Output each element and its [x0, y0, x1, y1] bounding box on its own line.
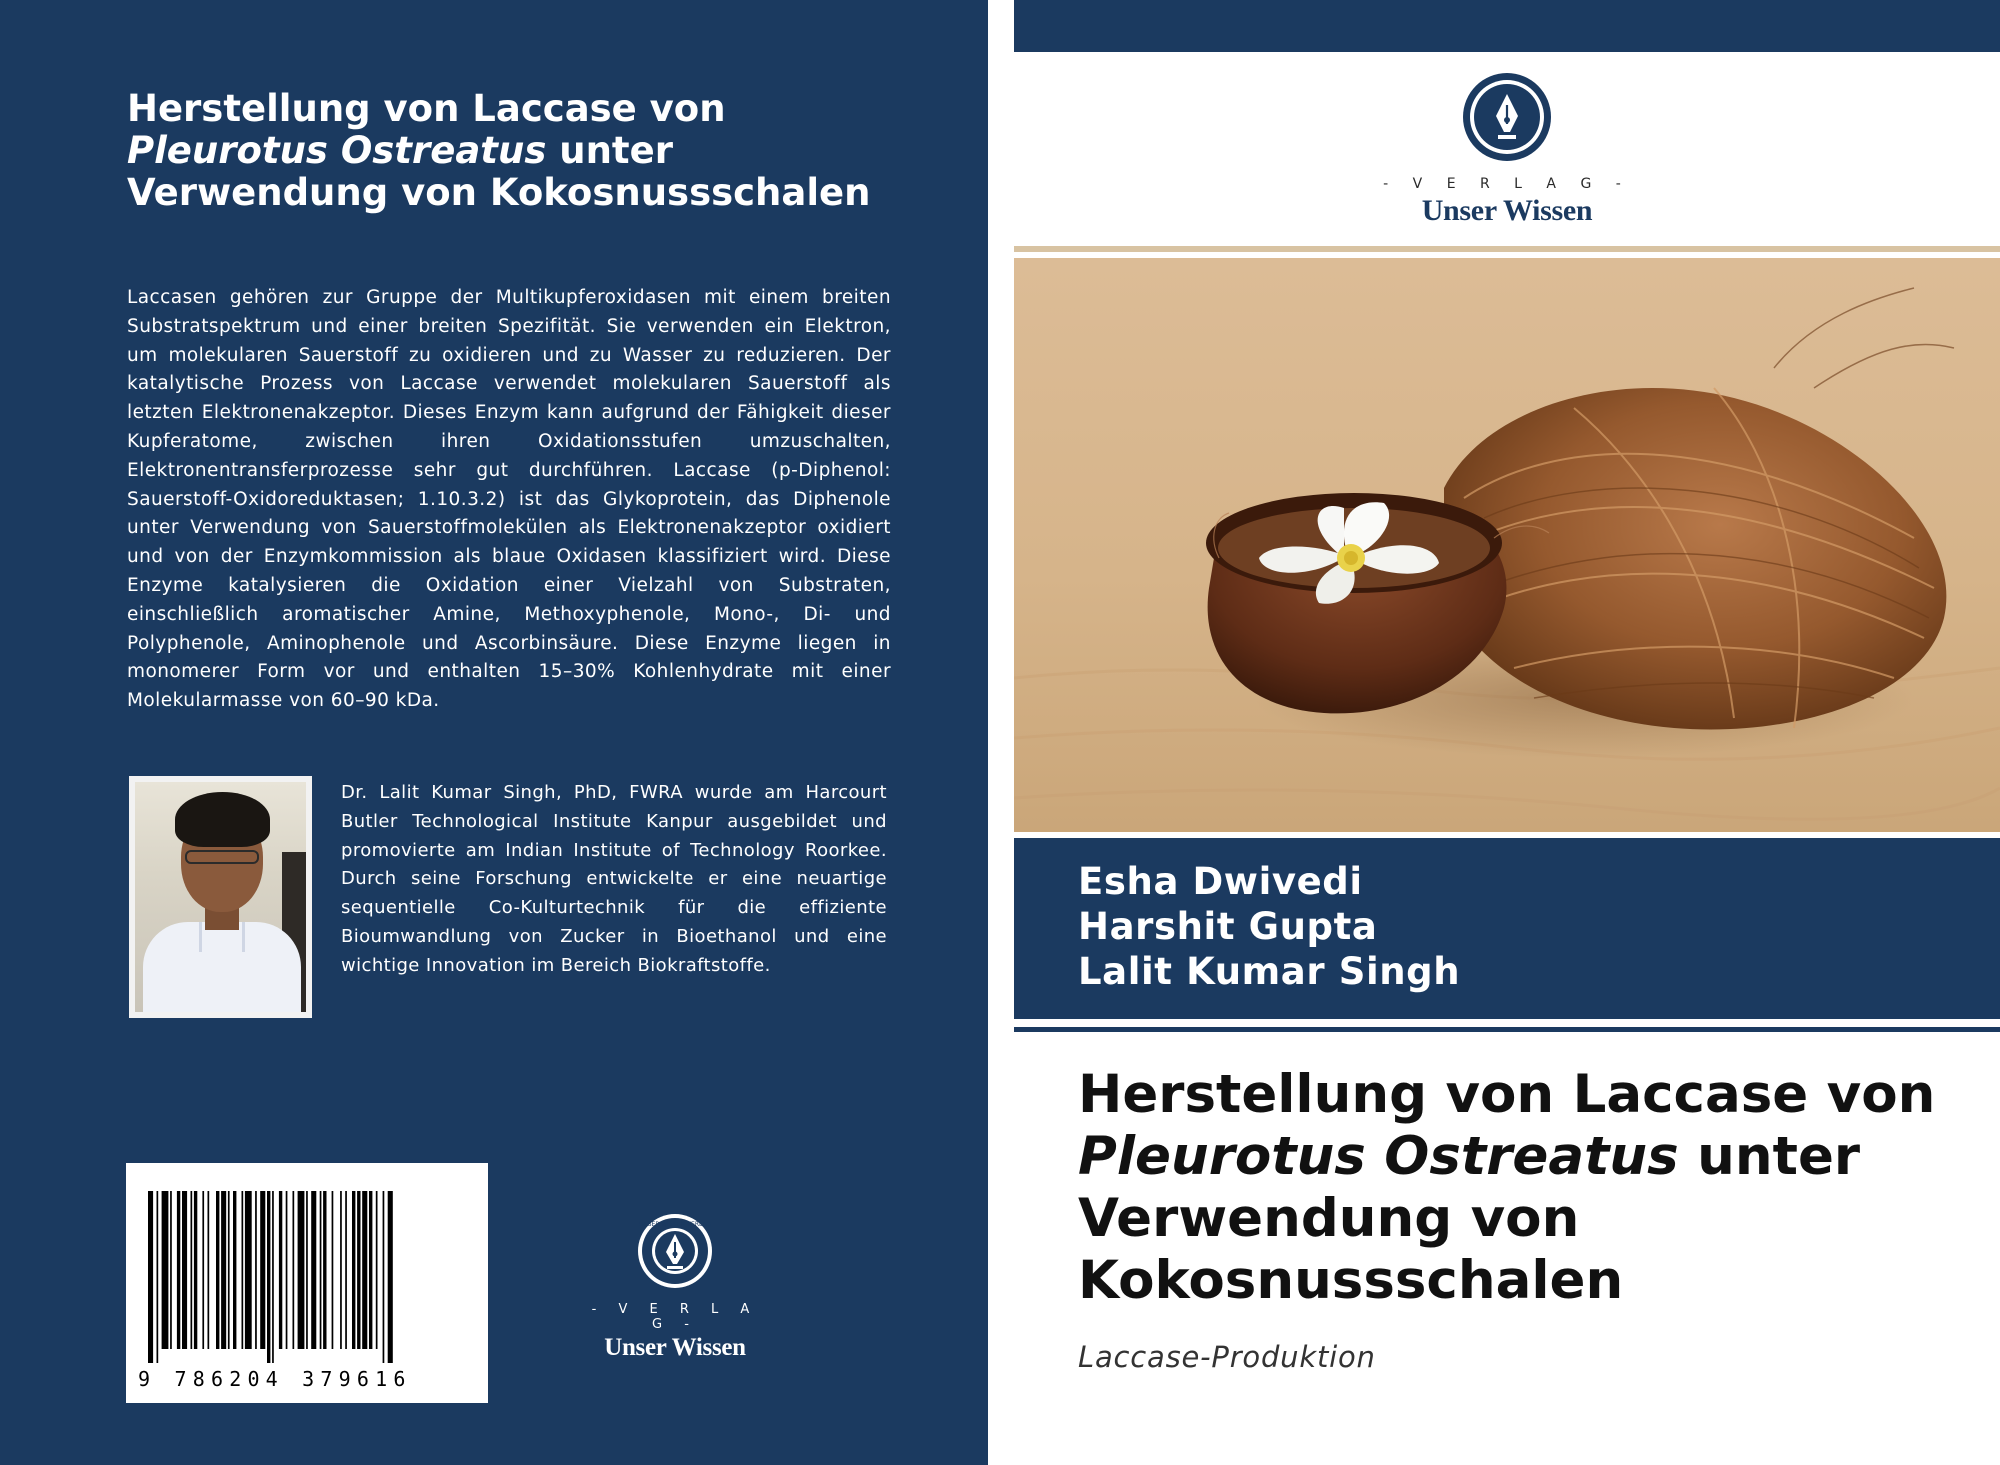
barcode-bar — [233, 1191, 236, 1349]
barcode-bar — [191, 1191, 193, 1349]
barcode-bar — [286, 1191, 288, 1349]
barcode-bar — [376, 1191, 378, 1349]
isbn-number: 9 786204 379616 — [138, 1367, 412, 1391]
barcode-bar — [162, 1191, 169, 1349]
author-bio: Dr. Lalit Kumar Singh, PhD, FWRA wurde am Harcourt Butler Technological Institute Kanpur ausgebildet und promovierte am Indian Institute of Technology Roorkee. Durch seine Forschung entwickelte er eine neuartige sequentielle Co-Kulturtechnik für die effiziente Bioumwandlung von Zucker in Bioethanol und eine wichtige Innovation im Bereich Biokraftstoffe. — [341, 782, 887, 976]
barcode-bar — [362, 1191, 367, 1349]
back-cover — [0, 0, 988, 1465]
barcode-bar — [298, 1191, 305, 1349]
back-cover-title — [127, 88, 887, 214]
fountain-pen-nib-emblem-icon — [1462, 72, 1552, 162]
barcode-bar — [148, 1191, 153, 1363]
front-publisher-logo — [1014, 72, 2000, 228]
barcode-bar — [216, 1191, 219, 1349]
title-part-2: unter Verwendung von Kokosnussschalen — [127, 129, 871, 214]
title-part-2: unter Verwendung von Kokosnussschalen — [1078, 1126, 1861, 1311]
barcode-bars — [148, 1191, 466, 1363]
barcode-bar — [320, 1191, 322, 1349]
barcode-bar — [170, 1191, 172, 1349]
book-description: Laccasen gehören zur Gruppe der Multikupferoxidasen mit einem breiten Substratspektrum und einer breiten Spezifität. Sie verwenden ein Elektron, um molekularen Sauerstoff zu oxidieren und zu Wasser zu reduzieren. Der katalytische Prozess von Laccase verwendet molekularen Sauerstoff als letzten Elektronenakzeptor. Dieses Enzym kann aufgrund der Fähigkeit dieser Kupferatome, zwischen ihren Oxidationsstufen umzuschalten, Elektronentransferprozesse sehr gut durchführen. Laccase (p-Diphenol: Sauerstoff-Oxidoreduktasen; 1.10.3.2) ist das Glykoprotein, das Diphenole unter Verwendung von Sauerstoffmolekülen als Elektronenakzeptor oxidiert und von der Enzymkommission als blaue Oxidasen klassifiziert wird. Diese Enzyme katalysieren die Oxidation einer Vielzahl von Substraten, einschließlich aromatischer Amine, Methoxyphenole, Mono-, Di- und Polyphenole, Aminophenole und Ascorbinsäure. Diese Enzyme liegen in monomerer Form vor und enthalten 15–30% Kohlenhydrate mit einer Molekularmasse von 60–90 kDa. — [127, 287, 891, 712]
svg-text:UNSER WISSEN VERLAG: UNSER WISSEN VERLAG — [638, 1221, 712, 1228]
front-cover-title — [1078, 1064, 1978, 1312]
publisher-name: Unser Wissen — [1421, 194, 1593, 227]
barcode-bar — [194, 1191, 197, 1349]
barcode-bar — [208, 1191, 210, 1349]
title-species-italic: Pleurotus Ostreatus — [1078, 1126, 1679, 1187]
barcode-bar — [279, 1191, 282, 1349]
cover-photo-coconuts — [1014, 258, 2000, 832]
authors-band — [1014, 838, 2000, 1019]
front-cover — [1014, 0, 2000, 1465]
spine — [988, 0, 1014, 1465]
barcode-bar — [369, 1191, 372, 1349]
barcode-bar — [260, 1191, 265, 1349]
front-cover-subtitle: Laccase-Produktion — [1078, 1340, 1376, 1374]
barcode-bar — [332, 1191, 334, 1349]
navy-divider — [1014, 1027, 2000, 1032]
author-photo — [129, 776, 312, 1018]
author-name-1: Esha Dwivedi — [1078, 860, 1363, 903]
author-portrait-image — [135, 782, 306, 1012]
barcode-bar — [357, 1191, 360, 1349]
verlag-label: - V E R L A G - — [1383, 176, 1631, 192]
barcode-bar — [242, 1191, 244, 1349]
barcode-bar — [352, 1191, 355, 1349]
barcode-bar — [157, 1191, 159, 1363]
tan-divider — [1014, 246, 2000, 252]
back-publisher-logo — [580, 1212, 770, 1362]
barcode-bar — [388, 1191, 393, 1363]
barcode-bar — [221, 1191, 226, 1349]
barcode-bar — [323, 1191, 326, 1349]
coconut-image — [1014, 258, 2000, 832]
barcode-bar — [340, 1191, 342, 1349]
publisher-name: Unser Wissen — [604, 1334, 746, 1361]
barcode-bar — [293, 1191, 295, 1349]
fountain-pen-nib-emblem-icon — [636, 1212, 714, 1290]
title-species-italic: Pleurotus Ostreatus — [127, 129, 547, 172]
title-part-1: Herstellung von Laccase von — [127, 87, 726, 130]
barcode-bar — [311, 1191, 316, 1349]
author-name-2: Harshit Gupta — [1078, 905, 1378, 948]
barcode-bar — [182, 1191, 187, 1349]
isbn-barcode — [126, 1163, 488, 1403]
author-name-3: Lalit Kumar Singh — [1078, 950, 1461, 993]
barcode-bar — [245, 1191, 252, 1349]
barcode-bar — [177, 1191, 180, 1349]
barcode-bar — [272, 1191, 274, 1363]
barcode-bar — [228, 1191, 230, 1349]
barcode-bar — [306, 1191, 308, 1349]
title-part-1: Herstellung von Laccase von — [1078, 1064, 1936, 1125]
barcode-bar — [345, 1191, 347, 1349]
barcode-bar — [383, 1191, 385, 1363]
top-navy-band — [1014, 0, 2000, 52]
barcode-bar — [255, 1191, 257, 1349]
barcode-bar — [267, 1191, 270, 1363]
barcode-bar — [202, 1191, 204, 1349]
verlag-label: - V E R L A G - — [591, 1302, 759, 1332]
